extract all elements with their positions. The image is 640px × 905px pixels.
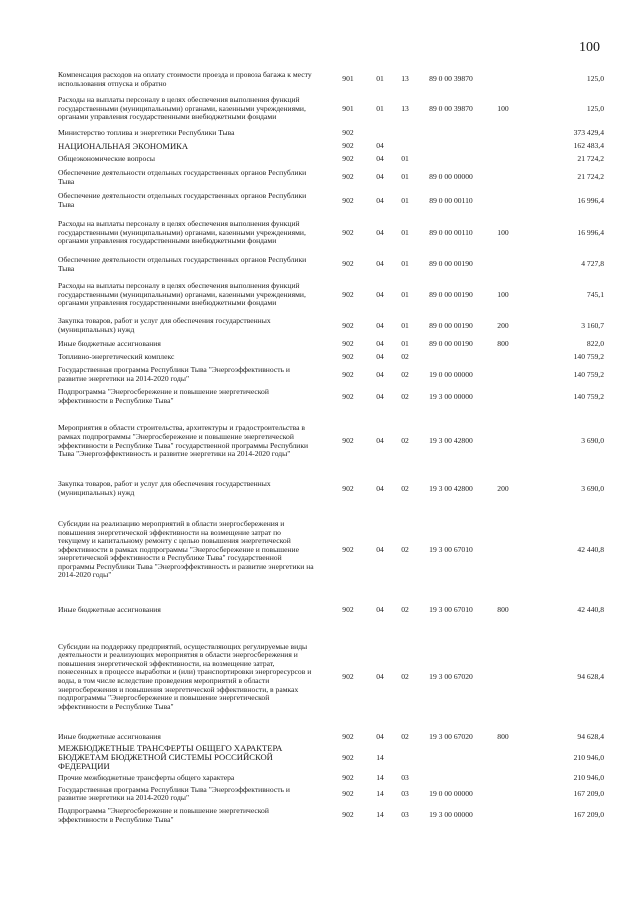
expense-name: Иные бюджетные ассигнования [58, 339, 161, 349]
target-item-code: 89 0 00 39870 [429, 74, 473, 84]
ministry-code: 902 [342, 772, 354, 782]
table-row [58, 91, 604, 127]
table-row [58, 744, 604, 772]
ministry-code: 902 [342, 604, 354, 614]
table-row [58, 386, 604, 408]
expense-name: Обеспечение деятельности отдельных государственных органов Республики Тыва [58, 167, 307, 186]
subsection-code [392, 140, 418, 153]
section-code: 04 [376, 154, 384, 164]
amount: 3 160,7 [581, 320, 604, 330]
budget-table [58, 68, 604, 828]
expense-name: Закупка товаров, работ и услуг для обеспечения государственных (муниципальных) нужд [58, 479, 271, 497]
ministry-code: 902 [342, 141, 354, 151]
amount: 94 628,4 [577, 732, 604, 742]
ministry-code: 902 [342, 128, 354, 138]
section-code: 04 [376, 339, 384, 349]
table-row [58, 597, 604, 623]
ministry-code: 902 [342, 195, 354, 205]
section-code [368, 127, 392, 140]
target-item-code: 19 3 00 67020 [429, 732, 473, 742]
table-row [58, 785, 604, 804]
section-code: 04 [376, 227, 384, 237]
section-code: 14 [376, 788, 384, 798]
amount: 16 996,4 [577, 227, 604, 237]
expense-type-code [484, 804, 522, 828]
subsection-code: 01 [401, 289, 409, 299]
target-item-code [418, 351, 484, 364]
subsection-code: 03 [401, 810, 409, 820]
target-item-code: 89 0 00 00000 [429, 172, 473, 182]
amount: 162 483,4 [573, 141, 604, 151]
subsection-code: 02 [401, 544, 409, 554]
subsection-code: 01 [401, 172, 409, 182]
expense-name: Обеспечение деятельности отдельных государственных органов Республики Тыва [58, 254, 307, 273]
expense-name: Субсидии на поддержку предприятий, осуществляющих регулируемые виды деятельности и реализующих мероприятия в области энергосбережения и повышения энергетической эффективности, на возмещение затрат, понесенных в процессе выработки и (или) транспортировки энергоресурсов и воды, в том числе вследствие проведения мероприятий в области энергосбережения и повышения энергетической эффективности, в рамках подпрограммы "Энергосбережение и повышение энергетической эффективности в Республике Тыва" [58, 641, 312, 711]
amount: 4 727,8 [581, 259, 604, 269]
expense-type-code: 800 [497, 604, 509, 614]
amount: 373 429,4 [573, 128, 604, 138]
amount: 21 724,2 [577, 172, 604, 182]
ministry-code: 902 [342, 752, 354, 762]
section-code: 14 [376, 810, 384, 820]
expense-type-code: 100 [497, 103, 509, 113]
subsection-code: 01 [401, 339, 409, 349]
section-code: 04 [376, 391, 384, 401]
table-row [58, 408, 604, 475]
target-item-code: 19 3 00 42800 [429, 483, 473, 493]
expense-name: Иные бюджетные ассигнования [58, 604, 161, 614]
expense-type-code: 200 [497, 483, 509, 493]
target-item-code: 89 0 00 00190 [429, 259, 473, 269]
target-item-code: 19 3 00 67020 [429, 671, 473, 681]
amount: 94 628,4 [577, 671, 604, 681]
subsection-code: 01 [401, 320, 409, 330]
expense-name: Государственная программа Республики Тыва "Энергоэффективность и развитие энергетики на 2014-2020 годы" [58, 365, 290, 383]
expense-type-code [484, 140, 522, 153]
amount: 140 759,2 [573, 391, 604, 401]
expense-name: НАЦИОНАЛЬНАЯ ЭКОНОМИКА [58, 140, 189, 151]
subsection-code: 02 [401, 391, 409, 401]
subsection-code: 13 [401, 74, 409, 84]
table-row [58, 140, 604, 153]
expense-name: Расходы на выплаты персоналу в целях обеспечения выполнения функций государственными (муниципальными) органами, казенными учреждениями, органами управления государственными внебюджетными фондами [58, 219, 306, 246]
expense-type-code [484, 127, 522, 140]
target-item-code: 89 0 00 00110 [429, 195, 473, 205]
ministry-code: 902 [342, 544, 354, 554]
section-code: 04 [376, 604, 384, 614]
amount: 167 209,0 [573, 788, 604, 798]
subsection-code: 02 [401, 732, 409, 742]
ministry-code: 902 [342, 369, 354, 379]
subsection-code: 02 [401, 436, 409, 446]
subsection-code: 13 [401, 103, 409, 113]
amount: 140 759,2 [573, 369, 604, 379]
table-row [58, 189, 604, 213]
expense-type-code: 800 [497, 732, 509, 742]
table-row [58, 127, 604, 140]
section-code: 04 [376, 289, 384, 299]
ministry-code: 902 [342, 320, 354, 330]
amount: 42 440,8 [577, 604, 604, 614]
ministry-code: 902 [342, 810, 354, 820]
amount: 3 690,0 [581, 436, 604, 446]
table-row [58, 804, 604, 828]
ministry-code: 902 [342, 227, 354, 237]
expense-type-code [484, 68, 522, 91]
expense-type-code [484, 253, 522, 276]
section-code: 04 [376, 320, 384, 330]
section-code: 04 [376, 369, 384, 379]
table-row [58, 213, 604, 253]
table-row [58, 253, 604, 276]
target-item-code [418, 772, 484, 785]
target-item-code: 19 3 00 67010 [429, 544, 473, 554]
expense-name: Подпрограмма "Энергосбережение и повышение энергетической эффективности в Республике Тыва" [58, 387, 269, 405]
ministry-code: 902 [342, 391, 354, 401]
section-code: 04 [376, 141, 384, 151]
target-item-code: 19 3 00 00000 [429, 391, 473, 401]
expense-type-code [484, 153, 522, 166]
subsection-code: 02 [401, 352, 409, 362]
expense-type-code [484, 772, 522, 785]
section-code: 01 [376, 103, 384, 113]
expense-name: Министерство топлива и энергетики Республики Тыва [58, 128, 235, 138]
expense-type-code: 100 [497, 289, 509, 299]
subsection-code [392, 127, 418, 140]
subsection-code: 02 [401, 369, 409, 379]
expense-name: МЕЖБЮДЖЕТНЫЕ ТРАНСФЕРТЫ ОБЩЕГО ХАРАКТЕРА БЮДЖЕТАМ БЮДЖЕТНОЙ СИСТЕМЫ РОССИЙСКОЙ ФЕДЕРАЦИИ [58, 743, 283, 772]
ministry-code: 902 [342, 732, 354, 742]
expense-name: Государственная программа Республики Тыва "Энергоэффективность и развитие энергетики на 2014-2020 годы" [58, 784, 290, 803]
table-row [58, 166, 604, 189]
table-row [58, 153, 604, 166]
table-row [58, 338, 604, 351]
target-item-code: 89 0 00 00190 [429, 320, 473, 330]
expense-name: Субсидии на реализацию мероприятий в области энергосбережения и повышения энергетической эффективности на возмещение затрат по текущему и капитальному ремонту с целью повышения энергетической эффективности в рамках подпрограммы "Энергосбережение и повышение энергетической эффективности в Республике Тыва" государственной программы Республики Тыва "Энергоэффективность и развитие энергетики на 2014-2020 годы" [58, 518, 314, 580]
expense-name: Иные бюджетные ассигнования [58, 732, 161, 742]
expense-name: Расходы на выплаты персоналу в целях обеспечения выполнения функций государственными (муниципальными) органами, казенными учреждениями, органами управления государственными внебюджетными фондами [58, 95, 306, 122]
expense-type-code [484, 744, 522, 772]
expense-type-code [484, 408, 522, 475]
target-item-code: 89 0 00 00110 [429, 227, 473, 237]
expense-type-code [484, 166, 522, 189]
expense-name: Подпрограмма "Энергосбережение и повышение энергетической эффективности в Республике Тыва" [58, 806, 269, 824]
table-row [58, 364, 604, 386]
subsection-code: 03 [401, 788, 409, 798]
section-code: 04 [376, 732, 384, 742]
expense-type-code: 200 [497, 320, 509, 330]
table-row [58, 475, 604, 503]
section-code: 01 [376, 74, 384, 84]
amount: 42 440,8 [577, 544, 604, 554]
ministry-code: 902 [342, 259, 354, 269]
amount: 3 690,0 [581, 483, 604, 493]
section-code: 04 [376, 172, 384, 182]
ministry-code: 902 [342, 154, 354, 164]
table-row [58, 276, 604, 314]
target-item-code [418, 153, 484, 166]
target-item-code [418, 127, 484, 140]
expense-type-code [484, 364, 522, 386]
target-item-code [418, 744, 484, 772]
table-row [58, 68, 604, 91]
expense-name: Расходы на выплаты персоналу в целях обеспечения выполнения функций государственными (муниципальными) органами, казенными учреждениями, органами управления государственными внебюджетными фондами [58, 281, 306, 308]
expense-type-code [484, 351, 522, 364]
subsection-code: 02 [401, 483, 409, 493]
ministry-code: 902 [342, 671, 354, 681]
page-number: 100 [579, 40, 600, 55]
amount: 745,1 [586, 289, 604, 299]
target-item-code: 19 3 00 00000 [429, 810, 473, 820]
expense-name: Обеспечение деятельности отдельных государственных органов Республики Тыва [58, 191, 307, 209]
section-code: 04 [376, 259, 384, 269]
subsection-code: 01 [401, 259, 409, 269]
amount: 16 996,4 [577, 195, 604, 205]
target-item-code: 19 0 00 00000 [429, 788, 473, 798]
expense-type-code [484, 189, 522, 213]
expense-name: Мероприятия в области строительства, архитектуры и градостроительства в рамках подпрограммы "Энергосбережение и повышение энергетической эффективности в Республике Тыва" государственной программы Республики Тыва "Энергоэффективность и развитие энергетики на 2014-2020 годы" [58, 423, 309, 459]
subsection-code [392, 744, 418, 772]
section-code: 04 [376, 671, 384, 681]
amount: 21 724,2 [577, 154, 604, 164]
ministry-code: 902 [342, 289, 354, 299]
expense-name: Компенсация расходов на оплату стоимости проезда и провоза багажа к месту использования отпуска и обратно [58, 69, 312, 88]
amount: 822,0 [586, 339, 604, 349]
ministry-code: 902 [342, 352, 354, 362]
subsection-code: 02 [401, 604, 409, 614]
expense-type-code [484, 785, 522, 804]
ministry-code: 902 [342, 483, 354, 493]
section-code: 04 [376, 195, 384, 205]
ministry-code: 901 [342, 103, 354, 113]
subsection-code: 01 [401, 227, 409, 237]
amount: 210 946,0 [573, 772, 604, 782]
ministry-code: 902 [342, 436, 354, 446]
target-item-code: 19 3 00 42800 [429, 436, 473, 446]
expense-type-code: 100 [497, 227, 509, 237]
amount: 210 946,0 [573, 752, 604, 762]
section-code: 04 [376, 483, 384, 493]
amount: 125,0 [586, 103, 604, 113]
expense-name: Топливно-энергетический комплекс [58, 352, 175, 362]
target-item-code [418, 140, 484, 153]
amount: 140 759,2 [573, 352, 604, 362]
subsection-code: 01 [401, 154, 409, 164]
target-item-code: 89 0 00 00190 [429, 339, 473, 349]
table-row [58, 351, 604, 364]
section-code: 04 [376, 352, 384, 362]
amount: 167 209,0 [573, 810, 604, 820]
budget-table-body [58, 68, 604, 828]
expense-name: Прочие межбюджетные трансферты общего характера [58, 772, 235, 782]
expense-type-code [484, 386, 522, 408]
target-item-code: 89 0 00 39870 [429, 103, 473, 113]
expense-type-code: 800 [497, 339, 509, 349]
table-row [58, 772, 604, 785]
amount: 125,0 [586, 74, 604, 84]
expense-name: Общеэкономические вопросы [58, 154, 155, 164]
ministry-code: 901 [342, 74, 354, 84]
subsection-code: 02 [401, 671, 409, 681]
section-code: 04 [376, 544, 384, 554]
ministry-code: 902 [342, 339, 354, 349]
table-row [58, 623, 604, 731]
table-row [58, 314, 604, 338]
section-code: 04 [376, 436, 384, 446]
section-code: 14 [376, 772, 384, 782]
target-item-code: 19 0 00 00000 [429, 369, 473, 379]
table-row [58, 503, 604, 597]
target-item-code: 19 3 00 67010 [429, 604, 473, 614]
expense-type-code [484, 503, 522, 597]
ministry-code: 902 [342, 172, 354, 182]
section-code: 14 [376, 752, 384, 762]
expense-type-code [484, 623, 522, 731]
subsection-code: 01 [401, 195, 409, 205]
ministry-code: 902 [342, 788, 354, 798]
subsection-code: 03 [401, 772, 409, 782]
target-item-code: 89 0 00 00190 [429, 289, 473, 299]
expense-name: Закупка товаров, работ и услуг для обеспечения государственных (муниципальных) нужд [58, 316, 271, 334]
